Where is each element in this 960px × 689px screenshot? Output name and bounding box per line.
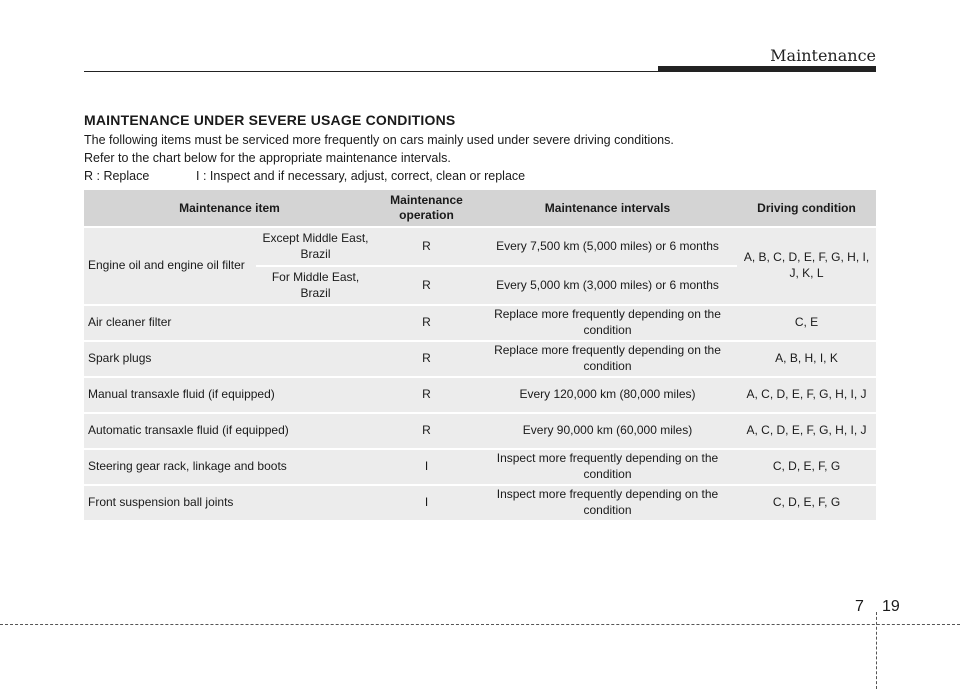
condition-cell: A, C, D, E, F, G, H, I, J (737, 378, 876, 414)
table-row (84, 228, 876, 267)
header-condition: Driving condition (737, 190, 876, 228)
page-heading: MAINTENANCE UNDER SEVERE USAGE CONDITIONS (84, 112, 456, 128)
interval-cell: Every 7,500 km (5,000 miles) or 6 months (478, 228, 737, 267)
table-row (84, 486, 876, 522)
maintenance-table (84, 190, 876, 522)
page-number: 19 (882, 598, 900, 615)
interval-cell: Every 120,000 km (80,000 miles) (478, 378, 737, 414)
item-cell: Engine oil and engine oil filter (84, 228, 256, 306)
condition-cell: A, B, H, I, K (737, 342, 876, 378)
header-rule (84, 71, 664, 72)
condition-cell: A, B, C, D, E, F, G, H, I, J, K, L (737, 228, 876, 306)
header-rule-thick (658, 66, 876, 72)
header-intervals: Maintenance intervals (478, 190, 737, 228)
operation-cell: I (375, 450, 478, 486)
operation-cell: R (375, 306, 478, 342)
header-item: Maintenance item (84, 190, 375, 228)
legend-line (84, 169, 525, 183)
table-row (84, 306, 876, 342)
header-operation: Maintenance operation (375, 190, 478, 228)
interval-cell: Replace more frequently depending on the condition (478, 306, 737, 342)
legend-replace: R : Replace (84, 169, 150, 183)
item-cell: Automatic transaxle fluid (if equipped) (84, 414, 375, 450)
region-cell: Except Middle East, Brazil (256, 228, 375, 267)
interval-cell: Every 90,000 km (60,000 miles) (478, 414, 737, 450)
condition-cell: C, E (737, 306, 876, 342)
chapter-number: 7 (855, 598, 864, 615)
intro-line-1: The following items must be serviced more frequently on cars mainly used under severe driving conditions. (84, 133, 674, 147)
operation-cell: R (375, 267, 478, 306)
item-cell: Front suspension ball joints (84, 486, 375, 522)
operation-cell: R (375, 378, 478, 414)
interval-cell: Inspect more frequently depending on the condition (478, 450, 737, 486)
table-row (84, 342, 876, 378)
interval-cell: Inspect more frequently depending on the condition (478, 486, 737, 522)
table-header-row (84, 190, 876, 228)
operation-cell: I (375, 486, 478, 522)
operation-cell: R (375, 342, 478, 378)
section-title: Maintenance (770, 46, 876, 65)
item-cell: Manual transaxle fluid (if equipped) (84, 378, 375, 414)
condition-cell: C, D, E, F, G (737, 486, 876, 522)
table-row (84, 450, 876, 486)
operation-cell: R (375, 414, 478, 450)
item-cell: Steering gear rack, linkage and boots (84, 450, 375, 486)
intro-line-2: Refer to the chart below for the appropriate maintenance intervals. (84, 151, 451, 165)
condition-cell: C, D, E, F, G (737, 450, 876, 486)
item-cell: Air cleaner filter (84, 306, 375, 342)
interval-cell: Replace more frequently depending on the condition (478, 342, 737, 378)
table-row (84, 378, 876, 414)
condition-cell: A, C, D, E, F, G, H, I, J (737, 414, 876, 450)
footer-divider (876, 612, 877, 689)
interval-cell: Every 5,000 km (3,000 miles) or 6 months (478, 267, 737, 306)
footer-rule (0, 624, 960, 625)
region-cell: For Middle East, Brazil (256, 267, 375, 306)
operation-cell: R (375, 228, 478, 267)
table-row (84, 414, 876, 450)
item-cell: Spark plugs (84, 342, 375, 378)
legend-inspect: I : Inspect and if necessary, adjust, correct, clean or replace (196, 169, 526, 183)
